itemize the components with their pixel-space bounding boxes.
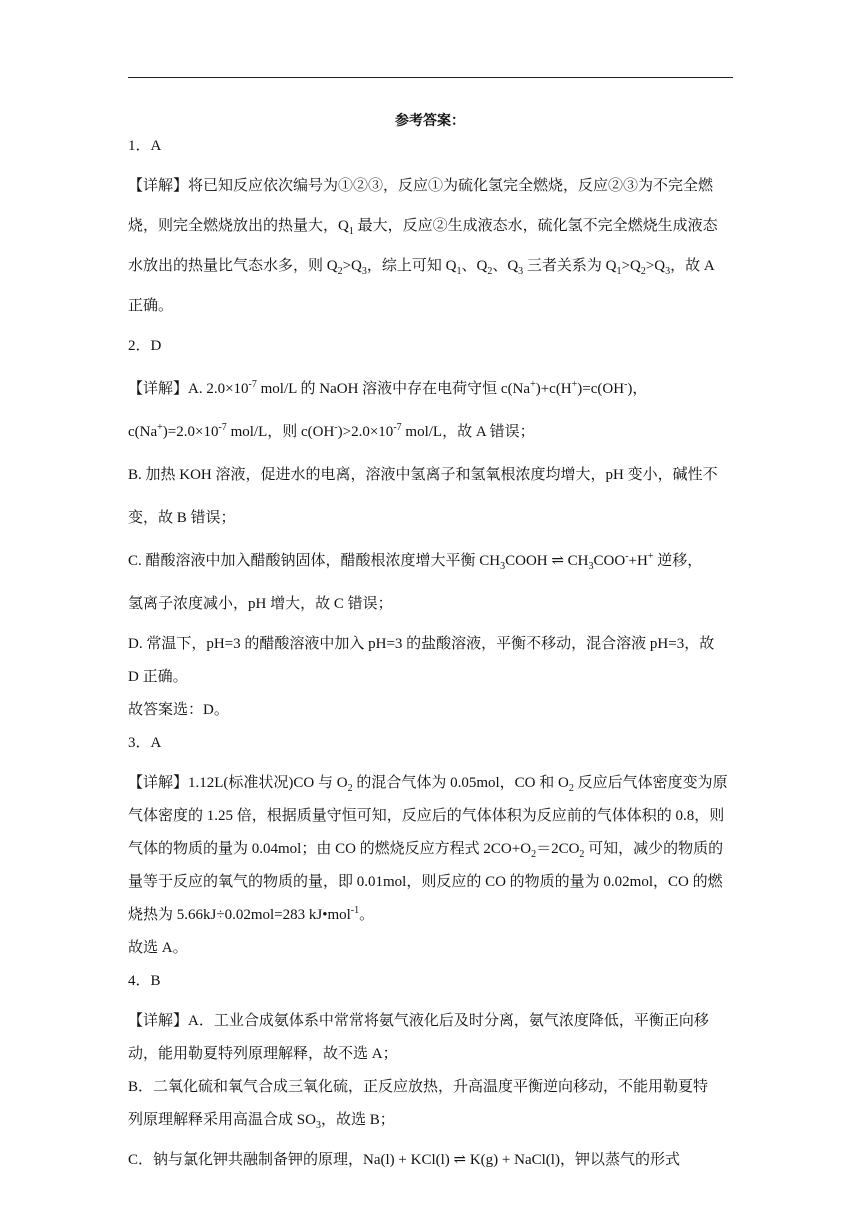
answer-content	[128, 130, 735, 1177]
detail-line: 【详解】将已知反应依次编号为①②③，反应①为硫化氢完全燃烧，反应②③为不完全燃	[128, 178, 714, 194]
detail-line: B. 加热 KOH 溶液，促进水的电离，溶液中氢离子和氢氧根浓度均增大，pH 变小，碱性不	[128, 467, 718, 483]
detail-line: 量等于反应的氧气的物质的量，即 0.01mol，则反应的 CO 的物质的量为 0.02mol，CO 的燃	[128, 874, 723, 890]
detail-line: B．二氧化硫和氧气合成三氧化硫，正反应放热，升高温度平衡逆向移动，不能用勒夏特	[128, 1079, 709, 1095]
detail-line: 正确。	[128, 298, 174, 314]
detail-line: 烧热为 5.66kJ÷0.02mol=283 kJ•mol$^{-1}$。	[128, 905, 375, 923]
detail-line: $c(Na^+)=2.0\times 10^{-7}$ mol/L，则 $c(OH^-)>2.0\times 10^{-7}$ mol/L，故 A 错误；	[128, 422, 535, 440]
detail-line: D 正确。	[128, 669, 188, 685]
detail-line: 【详解】A. $2.0\times 10^{-7}$ mol/L 的 NaOH 溶液中存在电荷守恒 c(Na+)+c(H+)=c(OH-)，	[128, 379, 648, 397]
detail-line: 列原理解释采用高温合成 $SO_3$，故选 B；	[128, 1112, 395, 1131]
detail-line: 动，能用勒夏特列原理解释，故不选 A；	[128, 1046, 398, 1062]
answer-label: 4．B	[128, 973, 161, 989]
answer-label: 1．A	[128, 138, 162, 154]
answer-label: 2．D	[128, 338, 162, 354]
detail-line: 变，故 B 错误；	[128, 510, 236, 526]
detail-line: 水放出的热量比气态水多，则 $Q_2>Q_3$，综上可知 $Q_1$、$Q_2$、$Q_3$ 三者关系为 $Q_1>Q_2>Q_3$，故 A	[128, 258, 715, 277]
detail-line: 氢离子浓度减小，pH 增大，故 C 错误；	[128, 596, 393, 612]
detail-line: 【详解】A．工业合成氨体系中常常将氨气液化后及时分离，氨气浓度降低，平衡正向移	[128, 1013, 709, 1029]
detail-line: 气体密度的 1.25 倍，根据质量守恒可知，反应后的气体体积为反应前的气体体积的 0.8，则	[128, 808, 725, 824]
page-title: 参考答案：	[395, 113, 465, 129]
detail-line: C．钠与氯化钾共融制备钾的原理，Na(l) + KCl(l) ⇌ K(g) + NaCl(l)，钾以蒸气的形式	[128, 1152, 680, 1168]
detail-line: 气体的物质的量为 0.04mol；由 CO 的燃烧反应方程式 $2CO+O_2=2CO_2$ 可知，减少的物质的	[128, 841, 724, 860]
detail-line: 烧，则完全燃烧放出的热量大，$Q_1$ 最大，反应②生成液态水，硫化氢不完全燃烧生成液态	[128, 218, 718, 237]
answer-label: 3．A	[128, 735, 162, 751]
detail-line: C. 醋酸溶液中加入醋酸钠固体，醋酸根浓度增大平衡 $CH_3COOH$ ⇌ $CH_3COO^-+H^+$ 逆移，	[128, 551, 703, 572]
detail-line: D. 常温下，pH=3 的醋酸溶液中加入 pH=3 的盐酸溶液，平衡不移动，混合溶液 pH=3，故	[128, 636, 715, 652]
detail-line: 故选 A。	[128, 940, 188, 956]
detail-line: 故答案选：D。	[128, 702, 229, 718]
detail-line: 【详解】1.12L(标准状况)CO 与 $O_2$ 的混合气体为 0.05mol，CO 和 $O_2$ 反应后气体密度变为原	[128, 775, 728, 794]
header-rule	[128, 77, 733, 78]
